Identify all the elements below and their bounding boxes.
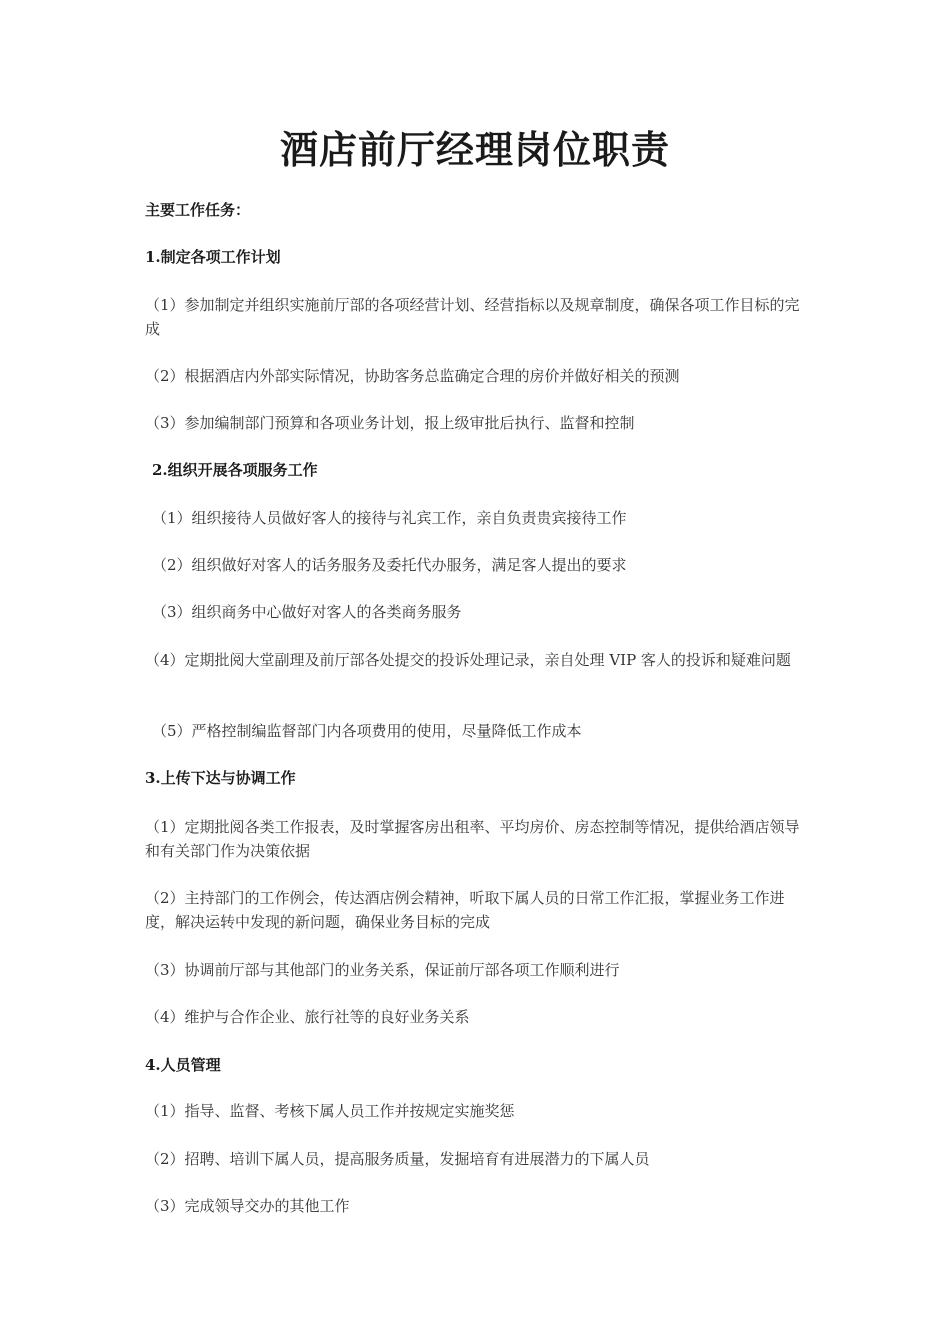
section-heading-personnel: 4.人员管理 xyxy=(145,1056,221,1074)
section-2-item-1: （1）组织接待人员做好客人的接待与礼宾工作，亲自负责贵宾接待工作 xyxy=(152,509,627,527)
section-2-item-5: （5）严格控制编监督部门内各项费用的使用，尽量降低工作成本 xyxy=(152,722,582,740)
section-1-item-2: （2）根据酒店内外部实际情况，协助客务总监确定合理的房价并做好相关的预测 xyxy=(145,367,680,385)
section-4-item-3: （3）完成领导交办的其他工作 xyxy=(145,1197,350,1215)
section-2-item-4: （4）定期批阅大堂副理及前厅部各处提交的投诉处理记录，亲自处理 VIP 客人的投诉和疑难问题 xyxy=(145,651,791,669)
section-2-item-3: （3）组织商务中心做好对客人的各类商务服务 xyxy=(152,603,462,621)
document-title: 酒店前厅经理岗位职责 xyxy=(279,127,670,172)
section-1-item-3: （3）参加编制部门预算和各项业务计划，报上级审批后执行、监督和控制 xyxy=(145,414,635,432)
intro-heading: 主要工作任务： xyxy=(145,201,251,219)
section-2-item-2: （2）组织做好对客人的话务服务及委托代办服务，满足客人提出的要求 xyxy=(152,556,627,574)
section-heading-services: 2.组织开展各项服务工作 xyxy=(152,461,318,479)
section-3-item-4: （4）维护与合作企业、旅行社等的良好业务关系 xyxy=(145,1008,470,1026)
section-1-item-1: （1）参加制定并组织实施前厅部的各项经营计划、经营指标以及规章制度，确保各项工作目标的完成 xyxy=(145,296,800,338)
section-4-item-2: （2）招聘、培训下属人员，提高服务质量，发掘培育有进展潜力的下属人员 xyxy=(145,1150,650,1168)
section-3-item-3: （3）协调前厅部与其他部门的业务关系，保证前厅部各项工作顺利进行 xyxy=(145,961,620,979)
section-heading-plans: 1.制定各项工作计划 xyxy=(145,248,281,266)
section-3-item-1: （1）定期批阅各类工作报表，及时掌握客房出租率、平均房价、房态控制等情况，提供给酒店领导和有关部门作为决策依据 xyxy=(145,818,800,860)
section-4-item-1: （1）指导、监督、考核下属人员工作并按规定实施奖惩 xyxy=(145,1102,515,1120)
section-heading-coordination: 3.上传下达与协调工作 xyxy=(145,769,296,787)
section-3-item-2: （2）主持部门的工作例会，传达酒店例会精神，听取下属人员的日常工作汇报，掌握业务工作进度，解决运转中发现的新问题，确保业务目标的完成 xyxy=(145,889,785,931)
